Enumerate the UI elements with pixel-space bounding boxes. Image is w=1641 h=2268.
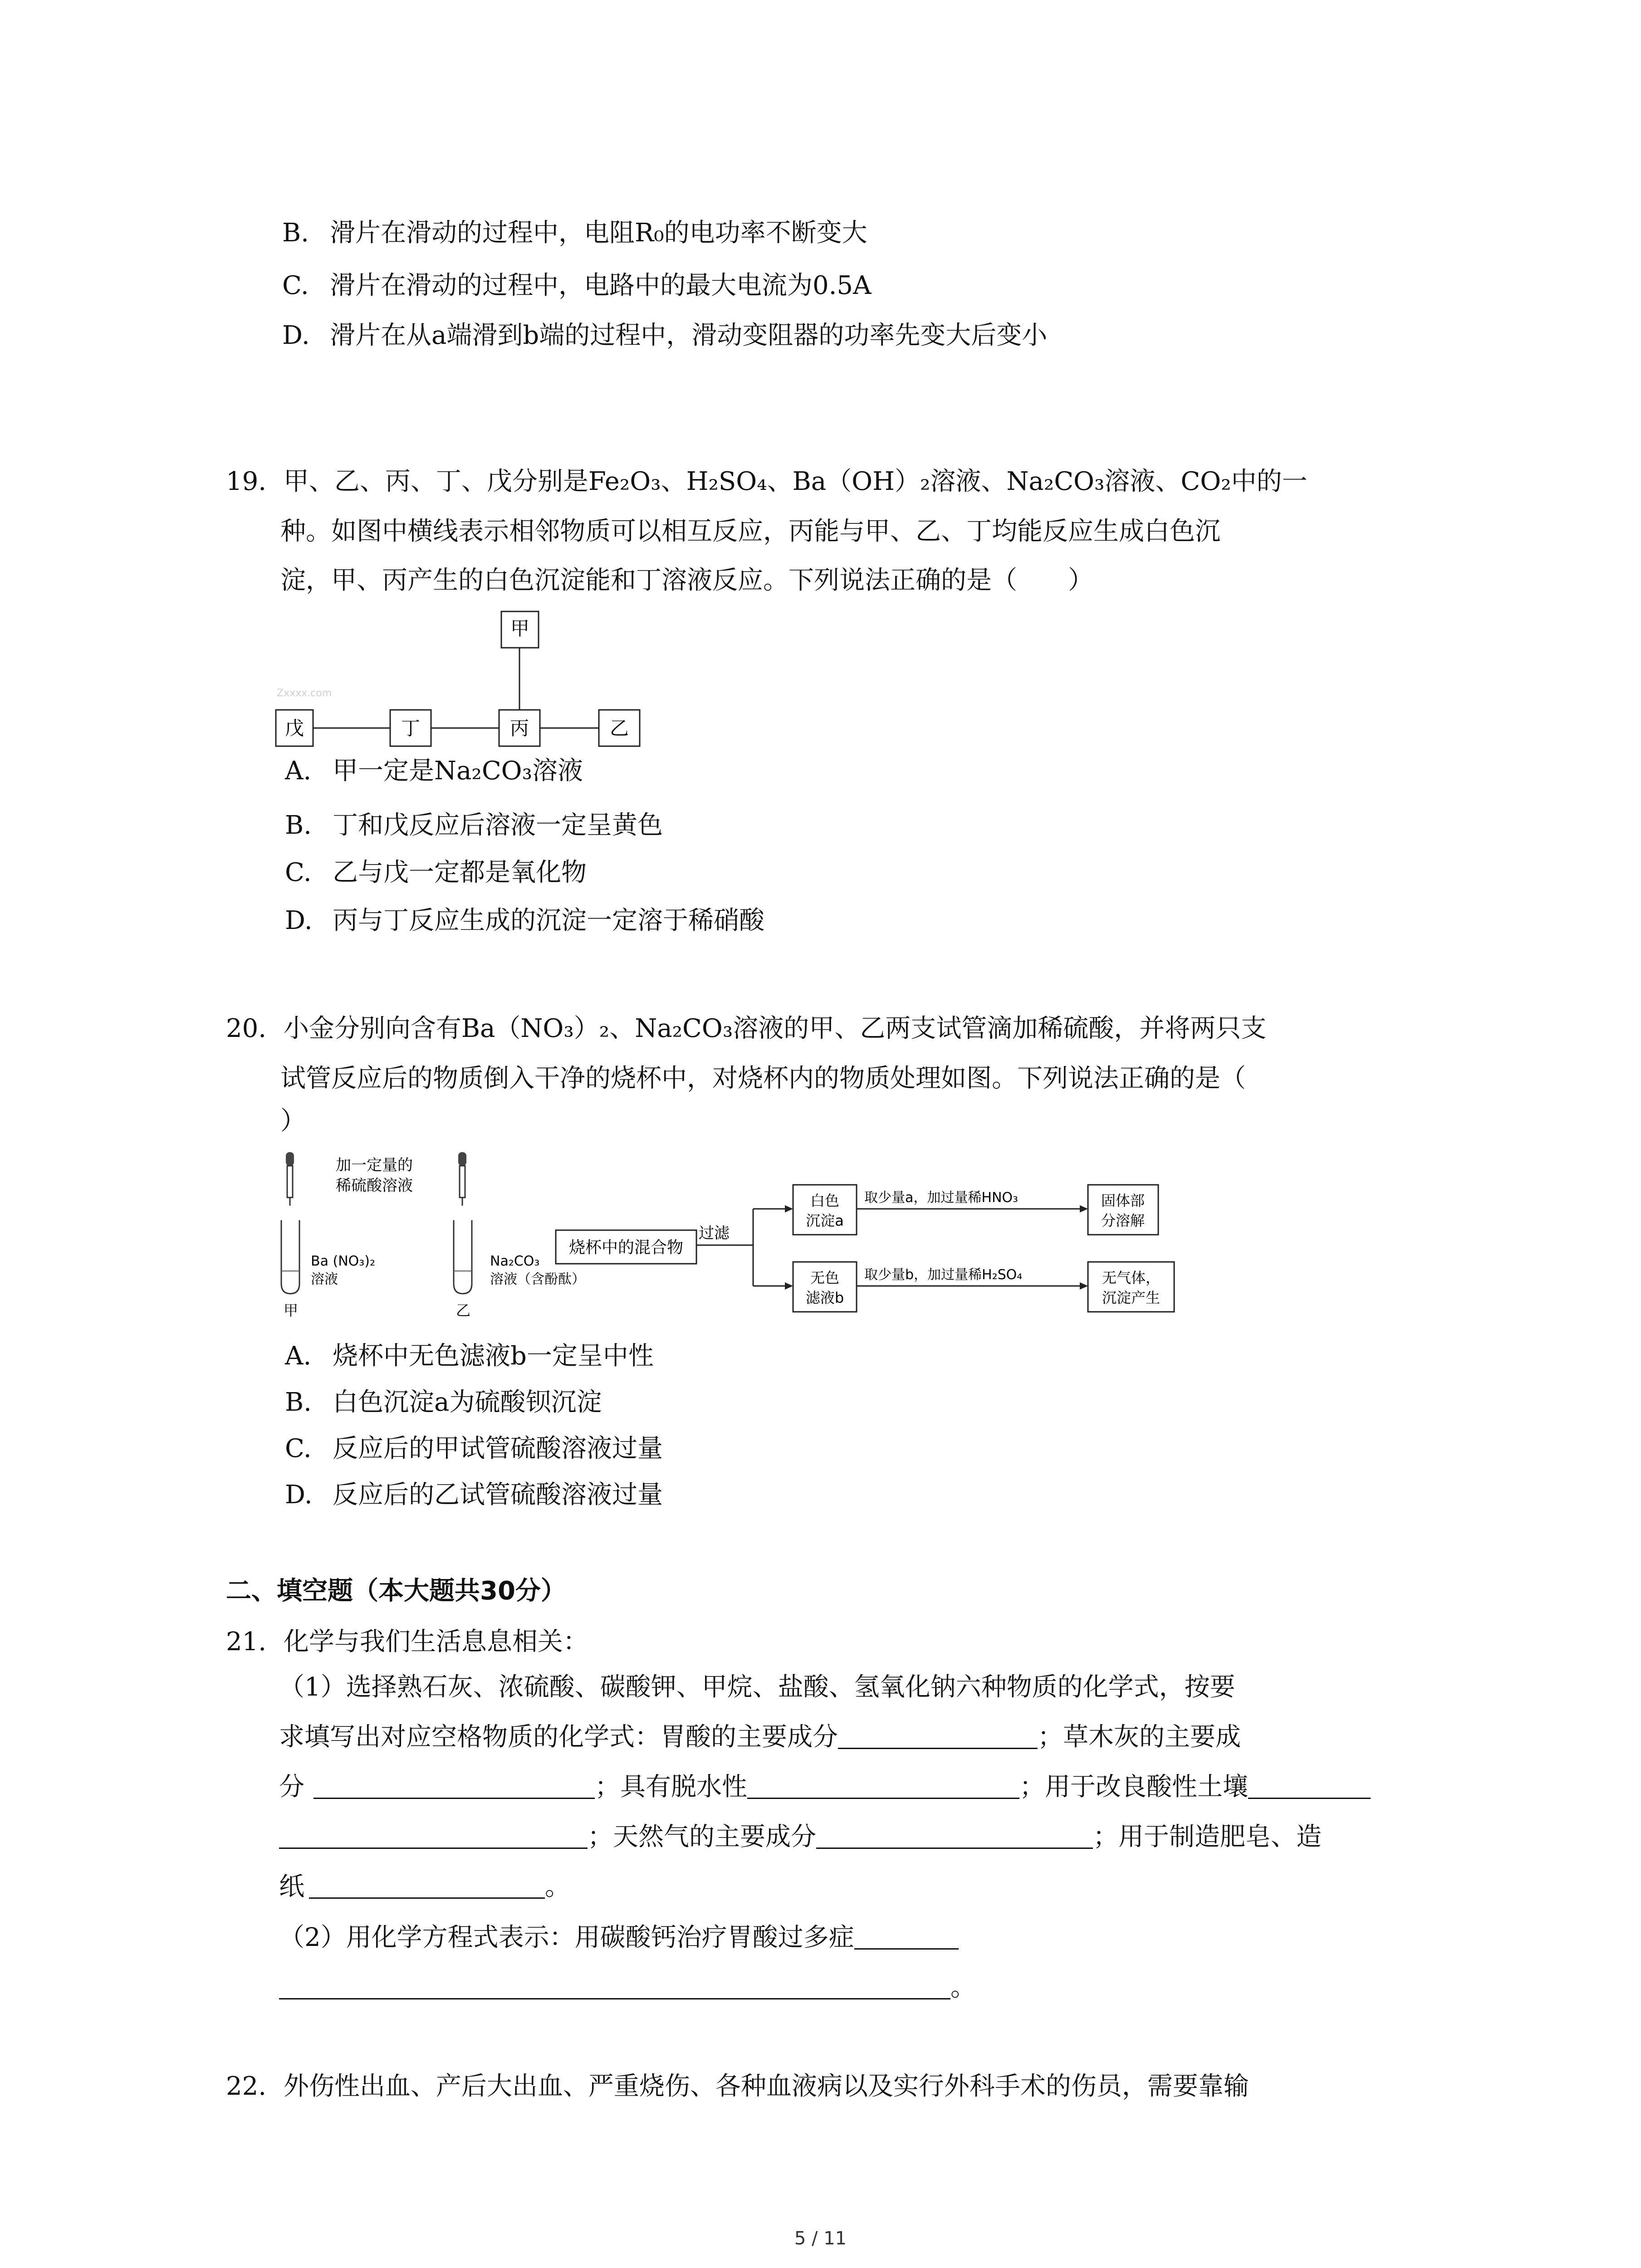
q19-reaction-diagram bbox=[272, 608, 662, 762]
box-bing bbox=[499, 710, 540, 746]
q20-option-d: D. 反应后的乙试管硫酸溶液过量 bbox=[285, 1480, 663, 1510]
q19-stem-line-3: 淀，甲、丙产生的白色沉淀能和丁溶液反应。下列说法正确的是（ ） bbox=[280, 566, 1093, 595]
page-number: 5 / 11 bbox=[794, 2228, 847, 2249]
q21-part1-line2: 求填写出对应空格物质的化学式：胃酸的主要成分 ；草木灰的主要成 bbox=[279, 1722, 1241, 1752]
svg-text:戊: 戊 bbox=[284, 717, 304, 739]
dropper-icon bbox=[458, 1152, 466, 1206]
answer-blank[interactable] bbox=[309, 1874, 545, 1899]
answer-blank[interactable] bbox=[314, 1774, 595, 1799]
svg-text:溶液: 溶液 bbox=[311, 1271, 338, 1287]
q20-stem-line-3: ） bbox=[280, 1106, 306, 1136]
result-b-box bbox=[1088, 1262, 1174, 1312]
answer-blank[interactable] bbox=[854, 1925, 959, 1950]
section-title: 二、填空题（本大题共30分） bbox=[226, 1576, 566, 1606]
question-number: 22. bbox=[226, 2072, 267, 2101]
q21-part1-line1: （1）选择熟石灰、浓硫酸、碳酸钾、甲烷、盐酸、氢氧化钠六种物质的化学式，按要 bbox=[279, 1672, 1235, 1702]
tube-label-yi: 乙 bbox=[456, 1302, 471, 1319]
answer-blank[interactable] bbox=[1248, 1774, 1371, 1799]
q18-option-b: B. 滑片在滑动的过程中，电阻R₀的电功率不断变大 bbox=[282, 218, 867, 248]
answer-blank[interactable] bbox=[816, 1824, 1093, 1849]
answer-blank[interactable] bbox=[838, 1724, 1038, 1749]
svg-text:白色: 白色 bbox=[810, 1192, 840, 1209]
svg-text:加一定量的: 加一定量的 bbox=[336, 1156, 413, 1174]
box-jia bbox=[501, 611, 539, 648]
q21-part2-line2: 。 bbox=[279, 1970, 976, 2006]
q19-stem-line-2: 种。如图中横线表示相邻物质可以相互反应，丙能与甲、乙、丁均能反应生成白色沉 bbox=[280, 517, 1220, 546]
svg-text:沉淀产生: 沉淀产生 bbox=[1102, 1289, 1161, 1306]
svg-text:丁: 丁 bbox=[401, 717, 421, 739]
q20-stem-line-2: 试管反应后的物质倒入干净的烧杯中，对烧杯内的物质处理如图。下列说法正确的是（ bbox=[280, 1064, 1246, 1093]
svg-text:固体部: 固体部 bbox=[1101, 1192, 1145, 1209]
question-number: 20. bbox=[226, 1014, 267, 1043]
q18-option-c: C. 滑片在滑动的过程中，电路中的最大电流为0.5A bbox=[282, 271, 872, 300]
q21-part1-line3: 分 ；具有脱水性 ；用于改良酸性土壤 bbox=[279, 1769, 1371, 1805]
svg-text:丙: 丙 bbox=[509, 717, 529, 739]
filter-label: 过滤 bbox=[699, 1224, 730, 1242]
q21-intro: 21. 化学与我们生活息息相关： bbox=[226, 1627, 588, 1657]
q21-part2-line1: （2）用化学方程式表示：用碳酸钙治疗胃酸过多症 bbox=[279, 1920, 959, 1956]
q20-stem-line-1: 20. 小金分别向含有Ba（NO₃）₂、Na₂CO₃溶液的甲、乙两支试管滴加稀硫酸，并将两只支 bbox=[226, 1014, 1267, 1043]
q20-option-a: A. 烧杯中无色滤液b一定呈中性 bbox=[285, 1341, 654, 1371]
q19-stem-line-1: 19. 甲、乙、丙、丁、戊分别是Fe₂O₃、H₂SO₄、Ba（OH）₂溶液、Na₂CO₃溶液、CO₂中的一 bbox=[226, 467, 1308, 496]
answer-blank[interactable] bbox=[279, 1824, 588, 1849]
svg-text:无气体，: 无气体， bbox=[1102, 1269, 1161, 1286]
svg-text:甲: 甲 bbox=[510, 617, 530, 640]
q20-experiment-diagram bbox=[272, 1152, 1189, 1352]
step-a-label: 取少量a，加过量稀HNO₃ bbox=[864, 1190, 1019, 1206]
q20-option-b: B. 白色沉淀a为硫酸钡沉淀 bbox=[285, 1388, 602, 1417]
test-tube-icon bbox=[454, 1220, 472, 1294]
dropper-icon bbox=[286, 1152, 294, 1206]
white-precipitate-box bbox=[793, 1185, 857, 1235]
question-number: 21. bbox=[226, 1627, 267, 1657]
test-tube-icon bbox=[281, 1220, 299, 1294]
box-wu bbox=[276, 710, 313, 746]
svg-text:Ba (NO₃)₂: Ba (NO₃)₂ bbox=[311, 1253, 376, 1269]
q22-stem: 22. 外伤性出血、产后大出血、严重烧伤、各种血液病以及实行外科手术的伤员，需要靠输 bbox=[226, 2072, 1249, 2101]
svg-text:Na₂CO₃: Na₂CO₃ bbox=[490, 1253, 540, 1269]
q19-option-d: D. 丙与丁反应生成的沉淀一定溶于稀硝酸 bbox=[285, 906, 764, 935]
box-yi bbox=[599, 710, 640, 746]
watermark: Zxxxx.com bbox=[277, 688, 332, 699]
q21-part1-line5: 纸 。 bbox=[279, 1872, 570, 1901]
svg-text:稀硫酸溶液: 稀硫酸溶液 bbox=[336, 1177, 413, 1195]
box-ding bbox=[390, 710, 431, 746]
svg-text:滤液b: 滤液b bbox=[805, 1289, 844, 1306]
answer-blank[interactable] bbox=[279, 1975, 950, 1999]
step-b-label: 取少量b，加过量稀H₂SO₄ bbox=[864, 1267, 1023, 1283]
result-a-box bbox=[1088, 1185, 1158, 1235]
svg-text:溶液（含酚酞）: 溶液（含酚酞） bbox=[490, 1271, 585, 1287]
q19-option-a: A. 甲一定是Na₂CO₃溶液 bbox=[285, 756, 583, 786]
q19-option-c: C. 乙与戊一定都是氧化物 bbox=[285, 858, 587, 887]
answer-blank[interactable] bbox=[747, 1774, 1019, 1799]
filtrate-box bbox=[793, 1262, 857, 1312]
svg-text:分溶解: 分溶解 bbox=[1101, 1212, 1145, 1229]
svg-text:烧杯中的混合物: 烧杯中的混合物 bbox=[568, 1238, 684, 1257]
tube-label-jia: 甲 bbox=[284, 1302, 299, 1319]
svg-text:无色: 无色 bbox=[810, 1269, 840, 1286]
q21-part1-line4: ；天然气的主要成分 ；用于制造肥皂、造 bbox=[279, 1819, 1322, 1855]
mixture-box bbox=[556, 1230, 696, 1264]
svg-text:乙: 乙 bbox=[609, 717, 629, 739]
q19-option-b: B. 丁和戊反应后溶液一定呈黄色 bbox=[285, 811, 663, 840]
question-number: 19. bbox=[226, 467, 267, 496]
svg-text:沉淀a: 沉淀a bbox=[806, 1212, 844, 1229]
q18-option-d: D. 滑片在从a端滑到b端的过程中，滑动变阻器的功率先变大后变小 bbox=[282, 321, 1048, 350]
q20-option-c: C. 反应后的甲试管硫酸溶液过量 bbox=[285, 1434, 663, 1463]
